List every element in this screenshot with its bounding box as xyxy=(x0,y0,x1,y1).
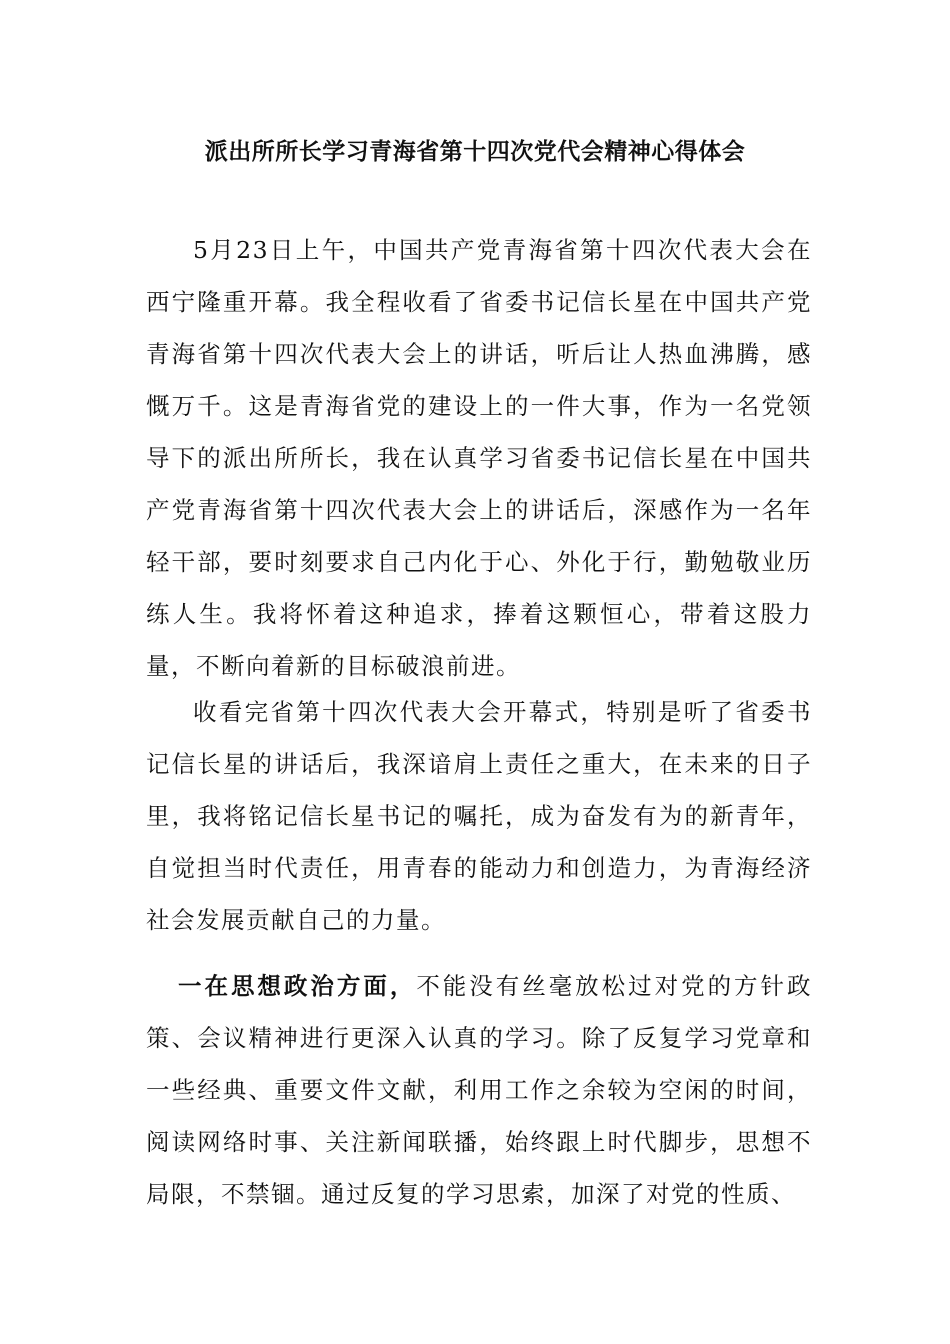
paragraph-1-text: 5月23日上午，中国共产党青海省第十四次代表大会在西宁隆重开幕。我全程收看了省委书记信长星在中国共产党青海省第十四次代表大会上的讲话，听后让人热血沸腾，感慨万千。这是青海省党的建设上的一件大事，作为一名党领导下的派出所所长，我在认真学习省委书记信长星在中国共产党青海省第十四次代表大会上的讲话后，深感作为一名年轻干部，要时刻要求自己内化于心、外化于行，勤勉敬业历练人生。我将怀着这种追求，捧着这颗恒心，带着这股力量，不断向着新的目标破浪前进。 xyxy=(146,236,812,680)
paragraph-3-text: 不能没有丝毫放松过对党的方针政策、会议精神进行更深入认真的学习。除了反复学习党章和一些经典、重要文件文献，利用工作之余较为空闲的时间，阅读网络时事、关注新闻联播，始终跟上时代脚步，思想不局限，不禁锢。通过反复的学习思索，加深了对党的性质、 xyxy=(146,972,813,1208)
paragraph-3 xyxy=(146,960,812,1220)
paragraph-3-lead: 一在思想政治方面， xyxy=(178,972,417,1000)
paragraph-1 xyxy=(146,224,812,692)
paragraph-2 xyxy=(146,686,812,946)
document-title: 派出所所长学习青海省第十四次党代会精神心得体会 xyxy=(204,139,746,165)
paragraph-2-text: 收看完省第十四次代表大会开幕式，特别是听了省委书记信长星的讲话后，我深谙肩上责任之重大，在未来的日子里，我将铭记信长星书记的嘱托，成为奋发有为的新青年，自觉担当时代责任，用青春的能动力和创造力，为青海经济社会发展贡献自己的力量。 xyxy=(146,698,812,934)
